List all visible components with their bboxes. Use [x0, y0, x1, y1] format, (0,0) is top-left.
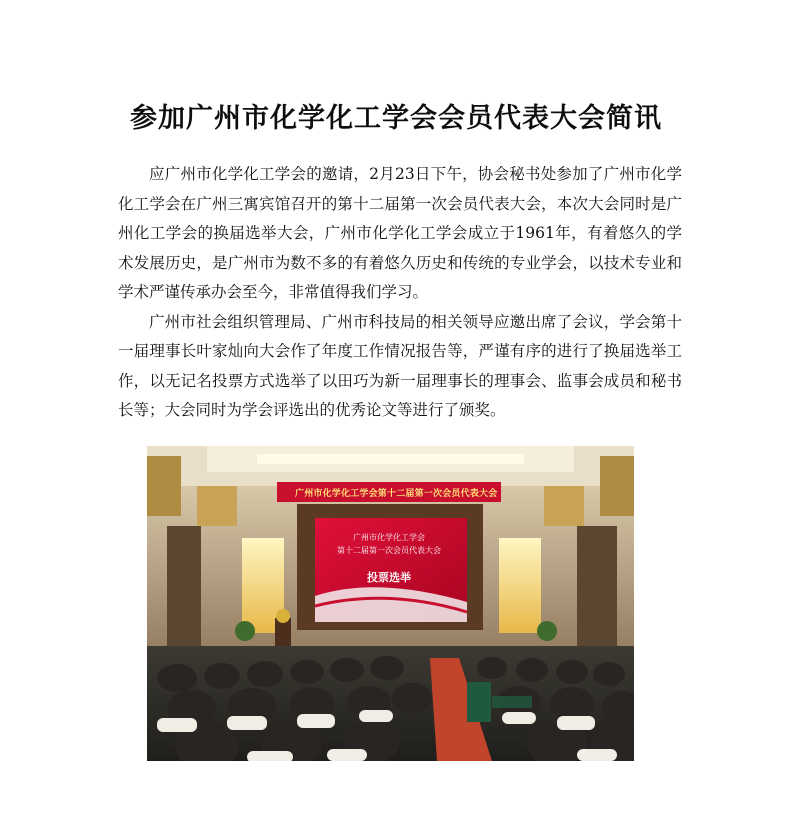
screen-text-line3: 投票选举: [367, 571, 411, 584]
paragraph-1: 应广州市化学化工学会的邀请，2月23日下午，协会秘书处参加了广州市化学化工学会在广州三寓宾馆召开的第十二届第一次会员代表大会，本次大会同时是广州化工学会的换届选举大会，广州市化学化工学会成立于1961年，有着悠久的学术发展历史，是广州市为数不多的有着悠久历史和传统的专业学会，以技术专业和学术严谨传承办会至今，非常值得我们学习。: [118, 165, 682, 301]
conference-photo: [147, 446, 634, 761]
paragraph-2: 广州市社会组织管理局、广州市科技局的相关领导应邀出席了会议，学会第十一届理事长叶家灿向大会作了年度工作情况报告等，严谨有序的进行了换届选举工作，以无记名投票方式选举了以田巧为新一届理事长的理事会、监事会成员和秘书长等；大会同时为学会评选出的优秀论文等进行了颁奖。: [118, 312, 682, 419]
screen-text-line1: 广州市化学化工学会: [353, 533, 425, 542]
photo-banner-text: 广州市化学化工学会第十二届第一次会员代表大会: [295, 489, 498, 499]
article-body: [118, 160, 682, 426]
article-title: 参加广州市化学化工学会会员代表大会简讯: [130, 103, 662, 134]
screen-text-line2: 第十二届第一次会员代表大会: [337, 546, 441, 555]
